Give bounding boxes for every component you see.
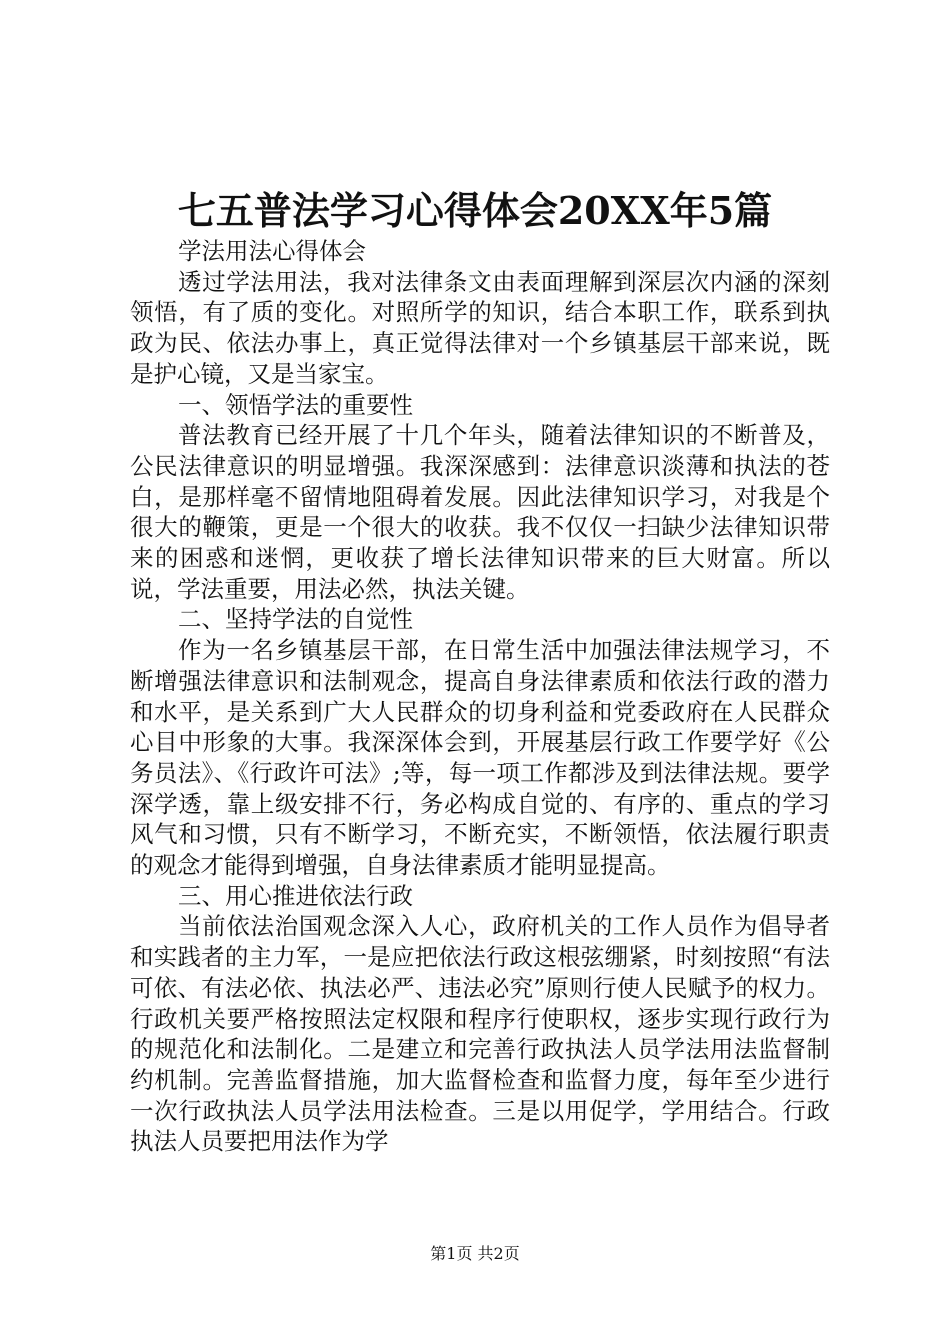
paragraph: 当前依法治国观念深入人心，政府机关的工作人员作为倡导者和实践者的主力军，一是应把依法行政这根弦绷紧，时刻按照“有法可依、有法必依、执法必严、违法必究”原则行使人民赋予的权力。行政机关要严格按照法定权限和程序行使职权，逐步实现行政行为的规范化和法制化。二是建立和完善行政执法人员学法用法监督制约机制。完善监督措施，加大监督检查和监督力度，每年至少进行一次行政执法人员学法用法检查。三是以用促学，学用结合。行政执法人员要把用法作为学 (130, 912, 830, 1156)
paragraph: 透过学法用法，我对法律条文由表面理解到深层次内涵的深刻领悟，有了质的变化。对照所学的知识，结合本职工作，联系到执政为民、依法办事上，真正觉得法律对一个乡镇基层干部来说，既是护心镜，又是当家宝。 (130, 267, 830, 388)
paragraph-heading-intro: 学法用法心得体会 (178, 237, 366, 265)
paragraph: 普法教育已经开展了十几个年头，随着法律知识的不断普及，公民法律意识的明显增强。我深深感到：法律意识淡薄和执法的苍白，是那样毫不留情地阻碍着发展。因此法律知识学习，对我是个很大的鞭策，更是一个很大的收获。我不仅仅一扫缺少法律知识带来的困惑和迷惘，更收获了增长法律知识带来的巨大财富。所以说，学法重要，用法必然，执法关键。 (130, 421, 830, 603)
page-number-footer: 第1页 共2页 (430, 1244, 520, 1263)
section-heading-1: 一、领悟学法的重要性 (178, 390, 413, 419)
document-title: 七五普法学习心得体会20XX年5篇 (177, 188, 773, 233)
paragraph: 作为一名乡镇基层干部，在日常生活中加强法律法规学习，不断增强法律意识和法制观念，提高自身法律素质和依法行政的潜力和水平，是关系到广大人民群众的切身利益和党委政府在人民群众心目中形象的大事。我深深体会到，开展基层行政工作要学好《公务员法》、《行政许可法》;等，每一项工作都涉及到法律法规。要学深学透，靠上级安排不行，务必构成自觉的、有序的、重点的学习风气和习惯，只有不断学习，不断充实，不断领悟，依法履行职责的观念才能得到增强，自身法律素质才能明显提高。 (130, 636, 830, 880)
section-heading-3: 三、用心推进依法行政 (178, 881, 413, 910)
section-heading-2: 二、坚持学法的自觉性 (178, 605, 413, 634)
document-body (130, 236, 830, 1157)
